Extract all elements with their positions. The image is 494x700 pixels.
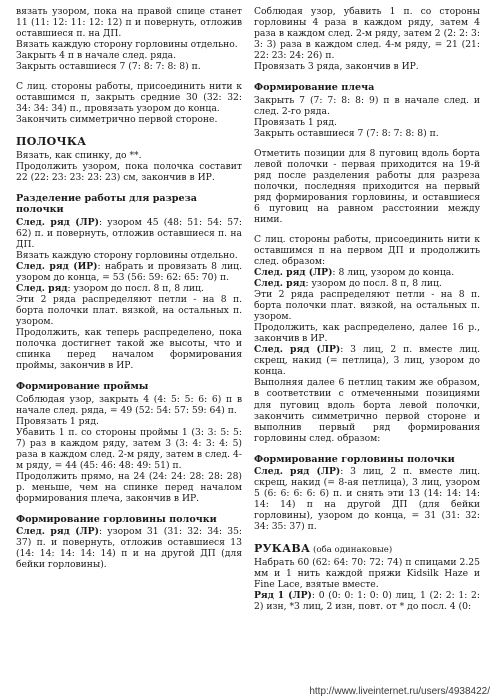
subheading-plecho: Формирование плеча	[254, 82, 375, 94]
row-text: : узором до посл. 8 п, 8 лиц.	[305, 278, 442, 290]
row-label: След. ряд (ЛР)	[16, 526, 99, 538]
paragraph: Закрыть оставшиеся 7 (7: 8: 7: 8: 8) п.	[254, 127, 439, 139]
subheading-proima: Формирование проймы	[16, 381, 149, 393]
paragraph: Отметить позиции для 8 пуговиц вдоль борта левой полочки - первая приходится на 19-й ряд после разделения работы для разреза полочки, последняя приходится на первый ряд формирования горловины, и оставшиеся 6 пуговиц на равном расстоянии между ними.	[254, 147, 480, 225]
paragraph: Соблюдая узор, закрыть 4 (4: 5: 5: 6: 6) п в начале след. ряда, = 49 (52: 54: 57: 59: 64) п.	[16, 393, 242, 416]
row-label: След. ряд (ЛР)	[16, 216, 99, 228]
row-instruction	[16, 283, 242, 294]
paragraph: Продолжить, как теперь распределено, пока полочка достигнет такой же высоты, что и спинка перед началом формирования проймы, закончив в ИР.	[16, 326, 242, 371]
paragraph: Продолжить узором, пока полочка составит 22 (22: 23: 23: 23: 23) см, закончив в ИР.	[16, 160, 242, 183]
row-label: Ряд 1 (ЛР)	[254, 589, 312, 601]
paragraph: Эти 2 ряда распределяют петли - на 8 п. борта полочки плат. вязкой, на остальных п. узором.	[254, 289, 480, 323]
row-instruction	[16, 526, 242, 570]
row-text: : узором 31 (31: 32: 34: 35: 37) п. и повернуть, отложив оставшиеся 13 (14: 14: 14: 14: 14) п и на другой ДП (для бейки горловины).	[16, 526, 243, 571]
paragraph: Провязать 1 ряд.	[16, 415, 99, 427]
paragraph: Убавить 1 п. со стороны проймы 1 (3: 3: 5: 5: 7) раз в каждом ряду, затем 3 (3: 4: 3: 4: 5) раза в каждом след. 2-м ряду, затем в след. 4-м ряду, = 44 (45: 46: 48: 49: 51) п.	[16, 426, 242, 471]
row-instruction	[254, 590, 480, 612]
subheading-razrez: Разделение работы для разреза полочки	[16, 192, 197, 216]
left-column	[16, 6, 242, 570]
row-instruction	[16, 261, 242, 283]
paragraph: Продолжить, как распределено, далее 16 р., закончив в ИР.	[254, 322, 480, 345]
row-instruction	[254, 267, 480, 278]
paragraph: Провязать 3 ряда, закончив в ИР.	[254, 61, 419, 73]
row-text: : узором до посл. 8 п, 8 лиц.	[67, 282, 204, 294]
paragraph: Выполняя далее 6 петлиц таким же образом, в соответствии с отмеченными позициями для пуговиц вдоль борта левой полочки, закончить симметрично первой стороне и выполнив первый ряд формирования горловины след. образом:	[254, 377, 480, 444]
paragraph: Вязать каждую сторону горловины отдельно.	[16, 249, 238, 261]
row-text: : 3 лиц, 2 п. вместе лиц. скрещ, накид (= петлица), 3 лиц, узором до конца.	[254, 344, 480, 378]
right-column	[254, 6, 480, 612]
paragraph: С лиц. стороны работы, присоединить нити к оставшимся п, закрыть средние 30 (32: 32: 34: 34: 34) п., провязать узором до конца.	[16, 81, 242, 115]
paragraph: Закрыть оставшиеся 7 (7: 8: 7: 8: 8) п.	[16, 61, 201, 73]
row-text: : набрать и провязать 8 лиц. узором до конца, = 53 (56: 59: 62: 65: 70) п.	[16, 260, 243, 283]
paragraph: Продолжить прямо, на 24 (24: 24: 28: 28: 28) р. меньше, чем на спинке перед началом формирования плеча, закончив в ИР.	[16, 470, 242, 504]
paragraph: вязать узором, пока на правой спице станет 11 (11: 12: 11: 12: 12) п и повернуть, отложив оставшиеся п. на ДП.	[16, 6, 242, 40]
row-text: : 3 лиц, 2 п. вместе лиц. скрещ, накид (= 8-ая петлица), 3 лиц, узором 5 (6: 6: 6: 6: 6) п. и снять эти 13 (14: 14: 14: 14: 14) п на другой ДП (для бейки горловины), узором до конца, = 31 (31: 32: 34: 35: 37) п.	[254, 466, 480, 533]
section-heading-polochka: ПОЛОЧКА	[16, 135, 87, 149]
paragraph: Закрыть 4 п в начале след. ряда.	[16, 50, 177, 62]
paragraph: Закрыть 7 (7: 7: 8: 8: 9) п в начале след. и след. 2-го ряда.	[254, 94, 480, 117]
paragraph: Вязать каждую сторону горловины отдельно.	[16, 39, 238, 51]
row-text: : 8 лиц, узором до конца.	[332, 267, 455, 279]
paragraph: Набрать 60 (62: 64: 70: 72: 74) п спицами 2.25 мм и 1 нить каждой пряжи Kidsilk Haze и Fine Lace, взятые вместе.	[254, 556, 480, 590]
row-instruction	[254, 344, 480, 377]
paragraph: Соблюдая узор, убавить 1 п. со стороны горловины 4 раза в каждом ряду, затем 4 раза в каждом след. 2-м ряду, затем 2 (2: 2: 3: 3: 3) раза в каждом след. 4-м ряду, = 21 (21: 22: 23: 24: 26) п.	[254, 6, 480, 62]
section-heading-rukava	[254, 542, 480, 555]
row-label: След. ряд (ЛР)	[254, 344, 341, 356]
row-instruction	[254, 278, 480, 289]
row-text: : 0 (0: 0: 1: 0: 0) лиц, 1 (2: 2: 1: 2: 2) изн, *3 лиц, 2 изн, повт. от * до посл. 4 (0:	[254, 589, 480, 612]
paragraph: С лиц. стороны работы, присоединить нити к оставшимся п на первом ДП и продолжить след. образом:	[254, 234, 480, 268]
row-label: След. ряд	[254, 278, 306, 290]
row-label: След. ряд (ЛР)	[254, 267, 333, 279]
paragraph: Провязать 1 ряд.	[254, 116, 337, 128]
footer-url[interactable]: http://www.liveinternet.ru/users/4938422/	[309, 686, 490, 697]
row-instruction	[254, 466, 480, 532]
row-label: След. ряд (ЛР)	[254, 466, 341, 478]
row-text: : узором 45 (48: 51: 54: 57: 62) п. и повернуть, отложив оставшиеся п. на ДП.	[16, 216, 243, 250]
heading-text: РУКАВА	[254, 542, 311, 556]
paragraph: Вязать, как спинку, до **.	[16, 149, 142, 161]
row-label: След. ряд	[16, 282, 68, 294]
row-instruction	[16, 217, 242, 250]
subheading-gorlovina: Формирование горловины полочки	[254, 453, 455, 465]
row-label: След. ряд (ИР)	[16, 260, 98, 272]
paragraph: Эти 2 ряда распределяют петли - на 8 п. борта полочки плат. вязкой, на остальных п. узором.	[16, 293, 242, 327]
subheading-gorlovina: Формирование горловины полочки	[16, 513, 217, 525]
heading-note: (оба одинаковые)	[310, 545, 393, 556]
paragraph: Закончить симметрично первой стороне.	[16, 114, 218, 126]
